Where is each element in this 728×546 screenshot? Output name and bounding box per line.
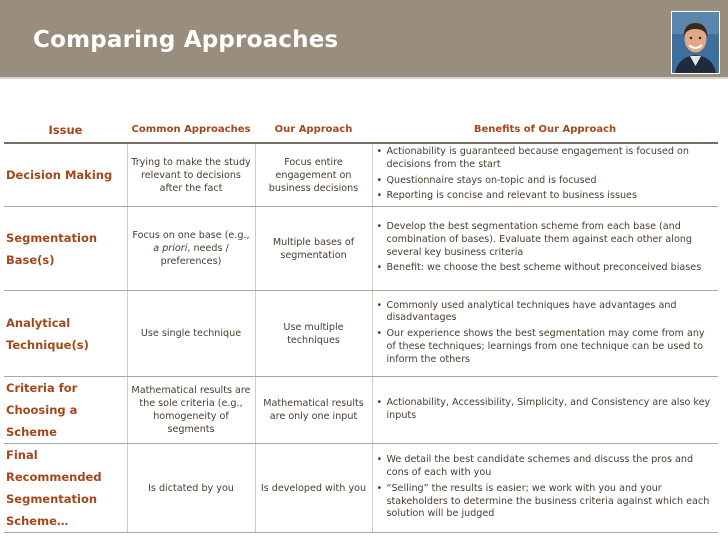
benefit-item: • Actionability is guaranteed because engagement is focused on decisions from the start	[375, 146, 717, 172]
table-row	[4, 207, 718, 291]
table-row	[4, 291, 718, 377]
issue-cell: Criteria for Choosing a Scheme	[4, 377, 127, 444]
benefit-item: • Benefit: we choose the best scheme without preconceived biases	[375, 262, 717, 275]
benefit-item: • Questionnaire stays on-topic and is focused	[375, 175, 717, 188]
benefits-list	[375, 300, 717, 367]
table-row	[4, 444, 718, 533]
issue-cell: Decision Making	[4, 143, 127, 207]
column-header-benefits: Benefits of Our Approach	[372, 117, 718, 143]
common-approach-text-emphasis: a priori	[153, 243, 188, 255]
common-approach-cell	[127, 207, 255, 291]
benefits-list	[375, 454, 717, 521]
our-approach-cell: Mathematical results are only one input	[255, 377, 372, 444]
common-approach-cell: Is dictated by you	[127, 444, 255, 533]
presenter-photo-image	[672, 12, 719, 73]
benefit-item: • Develop the best segmentation scheme from each base (and combination of bases). Evaluate them against each other along several key business criteria	[375, 221, 717, 259]
column-header-issue: Issue	[4, 117, 127, 143]
benefits-list	[375, 221, 717, 275]
issue-cell: Analytical Technique(s)	[4, 291, 127, 377]
issue-cell: Final Recommended Segmentation Scheme…	[4, 444, 127, 533]
issue-cell: Segmentation Base(s)	[4, 207, 127, 291]
benefits-cell	[372, 377, 718, 444]
benefit-item: • We detail the best candidate schemes and discuss the pros and cons of each with you	[375, 454, 717, 480]
benefits-cell	[372, 444, 718, 533]
column-header-common-approaches: Common Approaches	[127, 117, 255, 143]
benefits-list	[375, 397, 717, 423]
common-approach-text-start: Focus on one base (e.g.,	[132, 230, 250, 242]
our-approach-cell: Multiple bases of segmentation	[255, 207, 372, 291]
slide-title: Comparing Approaches	[33, 27, 339, 53]
our-approach-cell: Is developed with you	[255, 444, 372, 533]
column-header-our-approach: Our Approach	[255, 117, 372, 143]
benefit-item: • Reporting is concise and relevant to business issues	[375, 190, 717, 203]
presenter-photo	[671, 11, 720, 74]
common-approach-text-end: , needs / preferences)	[160, 243, 229, 268]
common-approach-cell: Mathematical results are the sole criteria (e.g., homogeneity of segments	[127, 377, 255, 444]
benefit-item: • Commonly used analytical techniques have advantages and disadvantages	[375, 300, 717, 326]
benefits-cell	[372, 291, 718, 377]
our-approach-cell: Focus entire engagement on business decisions	[255, 143, 372, 207]
our-approach-cell: Use multiple techniques	[255, 291, 372, 377]
benefit-item: • “Selling” the results is easier; we work with you and your stakeholders to determine the business criteria against which each solution will be judged	[375, 483, 717, 521]
header-divider	[0, 77, 728, 79]
benefits-cell	[372, 143, 718, 207]
common-approach-cell: Trying to make the study relevant to decisions after the fact	[127, 143, 255, 207]
table-row	[4, 377, 718, 444]
comparison-table	[4, 117, 718, 533]
table-header-row	[4, 117, 718, 143]
benefits-cell	[372, 207, 718, 291]
benefit-item: • Actionability, Accessibility, Simplicity, and Consistency are also key inputs	[375, 397, 717, 423]
common-approach-cell: Use single technique	[127, 291, 255, 377]
benefits-list	[375, 146, 717, 203]
benefit-item: • Our experience shows the best segmentation may come from any of these techniques; learnings from one technique can be used to inform the others	[375, 328, 717, 366]
table-row	[4, 143, 718, 207]
